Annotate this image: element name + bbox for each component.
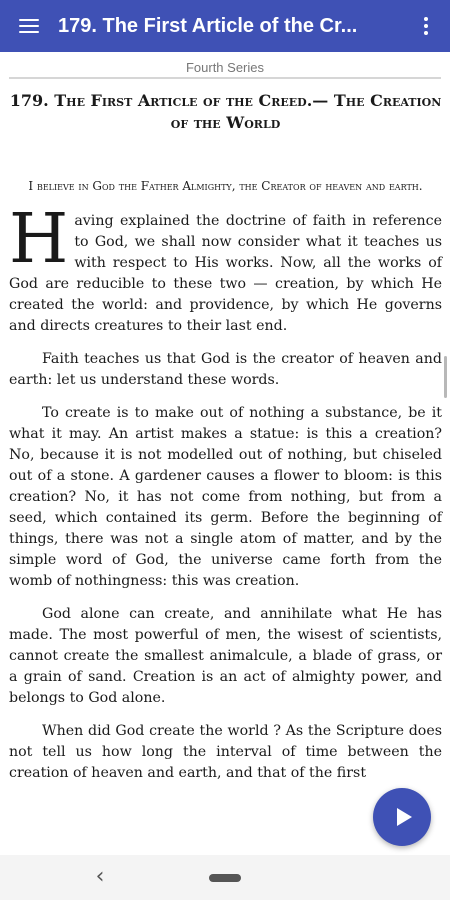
app-title: 179. The First Article of the Cr...: [58, 14, 358, 37]
more-vert-icon[interactable]: [414, 14, 438, 38]
drop-cap: H: [9, 200, 69, 279]
paragraph: [9, 200, 442, 337]
system-nav-bar: [0, 855, 450, 900]
paragraph: To create is to make out of nothing a substance, be it what it may. An artist makes a statue: is this a creation? No, because it is not modelled out of nothing, but chiseled out of a stone. A gardener causes a flower to bloom: is this creation? No, it has not come from nothing, but from a seed, which contained its germ. Before the beginning of things, there was not a single atom of matter, and by the simple word of God, the universe came forth from the womb of nothingness: this was creation.: [9, 405, 442, 589]
series-label: Fourth Series: [9, 60, 441, 79]
chapter-content[interactable]: [9, 90, 442, 796]
app-bar: [0, 0, 450, 52]
paragraph: Faith teaches us that God is the creator of heaven and earth: let us understand these words.: [9, 351, 442, 388]
paragraph-text: aving explained the doctrine of faith in reference to God, we shall now consider what it teaches us with respect to His works. Now, all the works of God are reducible to these two — creation, by which He created the world: and providence, by which He governs and directs creatures to their last end.: [9, 213, 442, 334]
back-chevron-icon[interactable]: ‹: [95, 864, 105, 889]
chapter-epigraph: I believe in God the Father Almighty, the Creator of heaven and earth.: [28, 179, 423, 193]
hamburger-menu-icon[interactable]: [0, 0, 58, 52]
paragraph: When did God create the world ? As the Scripture does not tell us how long the interval of time between the creation of heaven and earth, and that of the first: [9, 723, 442, 781]
chapter-title: 179. The First Article of the Creed.— The Creation of the World: [9, 91, 442, 132]
scrollbar-thumb[interactable]: [444, 356, 447, 398]
paragraph: God alone can create, and annihilate what He has made. The most powerful of men, the wisest of scientists, cannot create the smallest animalcule, a blade of grass, or a grain of sand. Creation is an act of almighty power, and belongs to God alone.: [9, 606, 442, 706]
play-button[interactable]: [373, 788, 431, 846]
play-icon: [397, 808, 412, 826]
home-pill-icon[interactable]: [209, 874, 241, 882]
